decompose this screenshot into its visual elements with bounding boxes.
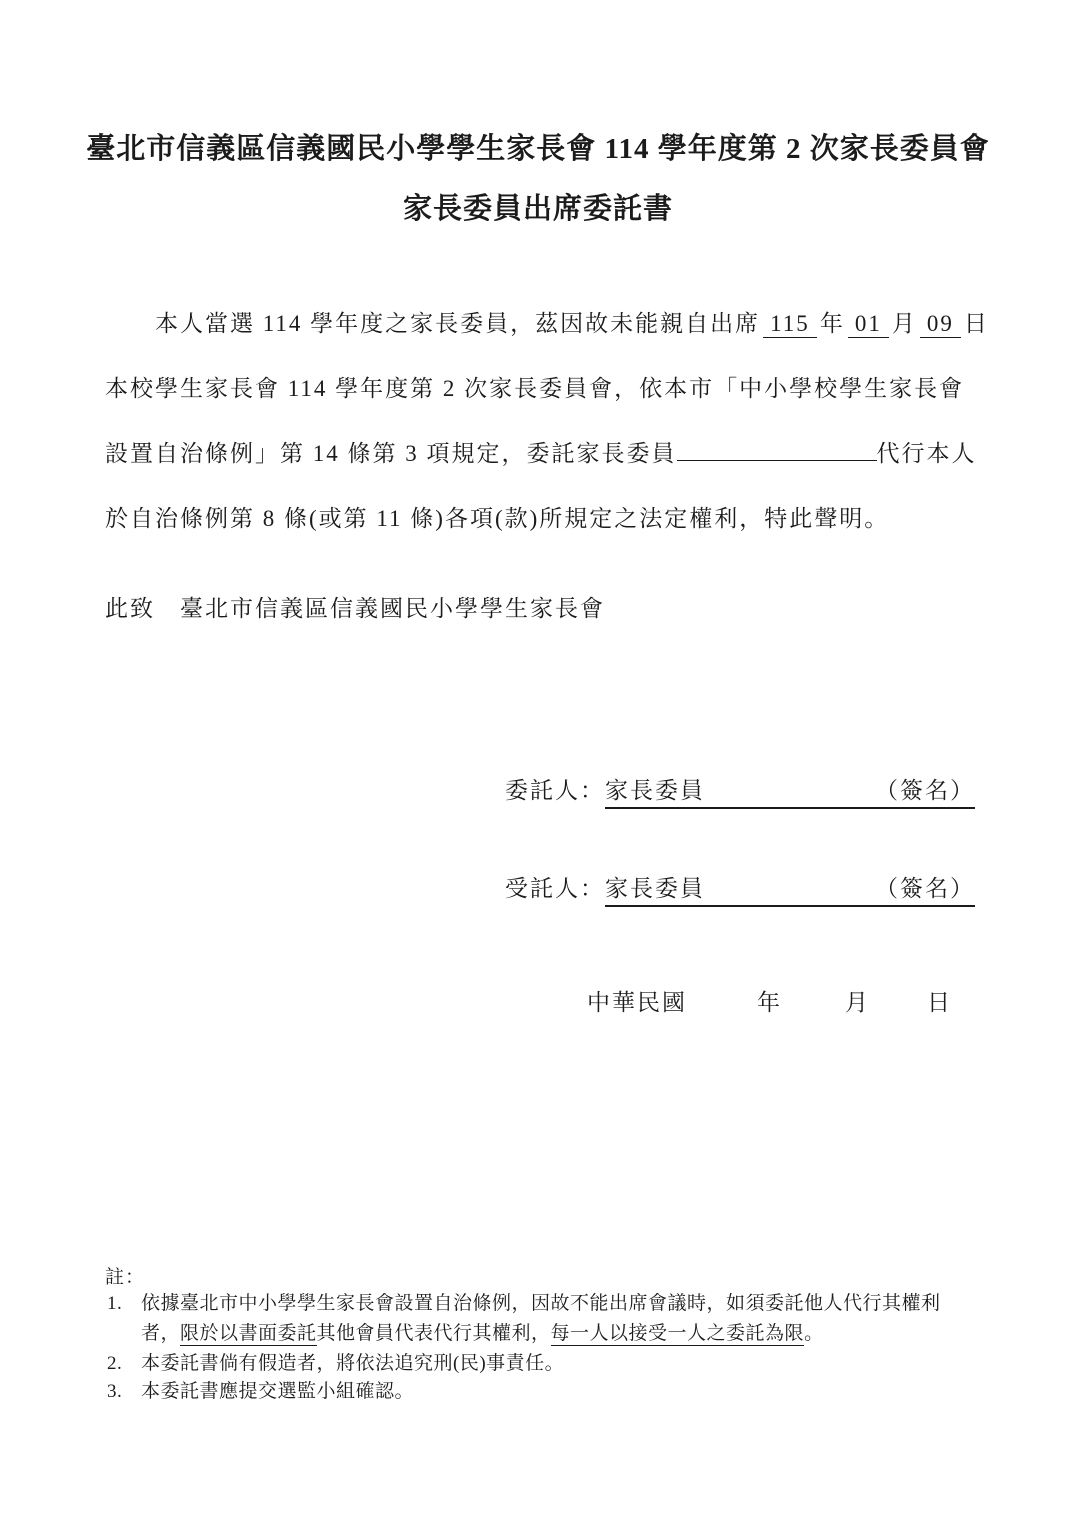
document-subtitle-text: 家長委員出席委託書 xyxy=(402,193,673,225)
delegatee-label: 受託人： xyxy=(505,876,605,901)
note-text: 其他會員代表代行其權利， xyxy=(316,1323,551,1344)
note-number: 3. xyxy=(107,1381,123,1402)
notes-heading-text: 註： xyxy=(105,1267,146,1288)
note-text: 依據臺北市中小學學生家長會設置自治條例，因故不能出席會議時，如須委託他人代行其權利者， xyxy=(141,1293,941,1344)
note-number: 1. xyxy=(107,1293,123,1314)
delegator-label: 委託人： xyxy=(505,778,605,803)
note-text: 本委託書應提交選監小組確認。 xyxy=(141,1381,415,1402)
note-item-2 xyxy=(105,1349,973,1379)
note-underlined-text: 每一人以接受一人之委託為限 xyxy=(550,1323,805,1344)
body-line-1 xyxy=(105,305,989,338)
meeting-day-value: 09 xyxy=(920,311,961,338)
note-item-3 xyxy=(105,1377,973,1407)
year-label: 年 xyxy=(757,990,782,1015)
proxy-name-blank xyxy=(677,437,877,461)
body-line-4 xyxy=(105,500,889,533)
month-label: 月 xyxy=(891,311,917,336)
body-line-2 xyxy=(105,370,964,403)
sign-here-label: （簽名） xyxy=(875,876,975,901)
note-text: 本委託書倘有假造者，將依法追究刑(民)事責任。 xyxy=(141,1353,565,1374)
body-text: 本人當選 114 學年度之家長委員，茲因故未能親自出席 xyxy=(155,311,761,336)
salutation-text: 此致 臺北市信義區信義國民小學學生家長會 xyxy=(105,596,605,621)
delegator-signature-line xyxy=(605,772,975,809)
note-item-1 xyxy=(105,1289,973,1349)
body-text: 於自治條例第 8 條(或第 11 條)各項(款)所規定之法定權利，特此聲明。 xyxy=(105,506,890,531)
day-label: 日 xyxy=(963,311,989,336)
delegatee-signature-row xyxy=(505,870,975,907)
note-underlined-text: 限於以書面委託 xyxy=(180,1323,317,1344)
document-title-text: 臺北市信義區信義國民小學學生家長會 114 學年度第 2 次家長委員會 xyxy=(86,133,990,165)
date-line xyxy=(587,984,952,1017)
document-subtitle xyxy=(0,186,1076,227)
notes-heading xyxy=(105,1262,145,1289)
delegatee-signature-line xyxy=(605,870,975,907)
body-line-3 xyxy=(105,435,977,468)
body-text: 設置自治條例」第 14 條第 3 項規定，委託家長委員 xyxy=(105,441,677,466)
delegator-role-text: 家長委員 xyxy=(605,778,705,803)
salutation-line xyxy=(105,590,605,623)
meeting-month-value: 01 xyxy=(848,311,889,338)
note-text: 。 xyxy=(804,1323,824,1344)
delegator-signature-row xyxy=(505,772,975,809)
year-label: 年 xyxy=(819,311,845,336)
document-title xyxy=(0,126,1076,167)
body-text: 本校學生家長會 114 學年度第 2 次家長委員會，依本市「中小學校學生家長會 xyxy=(105,376,965,401)
delegatee-role-text: 家長委員 xyxy=(605,876,705,901)
day-label: 日 xyxy=(927,990,952,1015)
note-number: 2. xyxy=(107,1353,123,1374)
meeting-year-value: 115 xyxy=(763,311,817,338)
body-text: 代行本人 xyxy=(876,441,977,466)
month-label: 月 xyxy=(845,990,870,1015)
sign-here-label: （簽名） xyxy=(875,778,975,803)
era-label: 中華民國 xyxy=(587,990,687,1015)
